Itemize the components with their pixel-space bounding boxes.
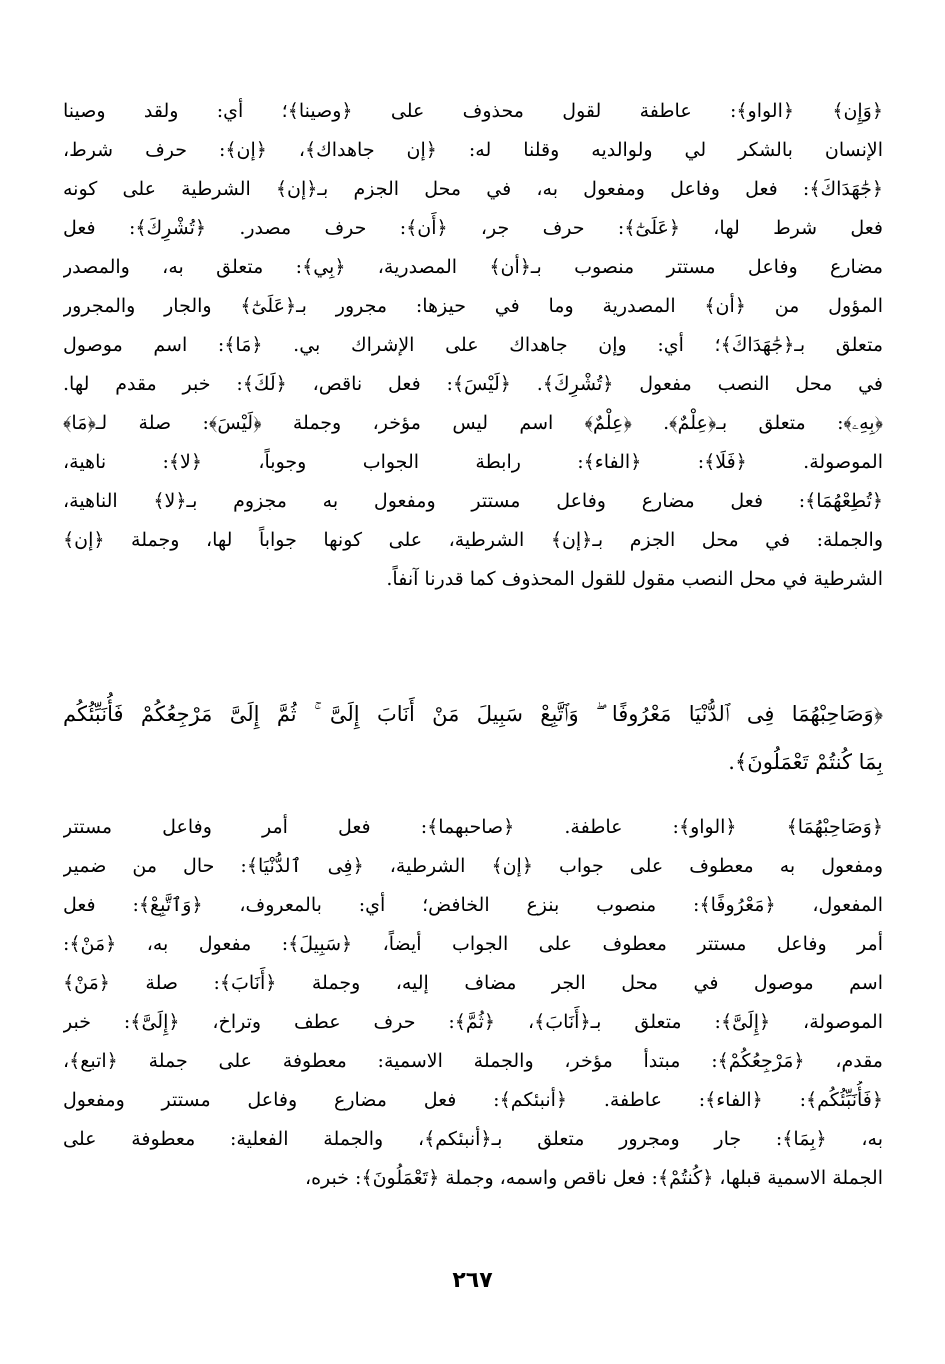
- paragraph-1-line: والجملة: في محل الجزم بـ﴿إن﴾ الشرطية، على كونها جواباً لها، وجملة ﴿إن﴾: [63, 529, 883, 551]
- quran-verse: [63, 690, 883, 786]
- paragraph-2-line: به، ﴿بِمَا﴾: جار ومجرور متعلق بـ﴿أنبئكم﴾، والجملة الفعلية: معطوفة على: [63, 1128, 883, 1150]
- grammar-paragraph-1: [63, 92, 883, 599]
- paragraph-1-line: الشرطية في محل النصب مقول للقول المحذوف كما قدرنا آنفاً.: [386, 568, 883, 590]
- page-number: ٢٦٧: [452, 1268, 493, 1293]
- verse-line: ﴿وَصَاحِبْهُمَا فِى ٱلدُّنْيَا مَعْرُوفًا ۖ وَٱتَّبِعْ سَبِيلَ مَنْ أَنَابَ إِلَىَّ ۚ ثُمَّ إِلَىَّ مَرْجِعُكُمْ فَأُنَبِّئُكُم: [63, 702, 883, 726]
- paragraph-1-line: في محل النصب مفعول ﴿تُشْرِكَ﴾. ﴿لَيْسَ﴾: فعل ناقص، ﴿لَكَ﴾: خبر مقدم لها.: [63, 373, 883, 395]
- paragraph-1-line: ﴿تُطِعْهُمَا﴾: فعل مضارع وفاعل مستتر ومفعول به مجزوم بـ﴿لا﴾ الناهية،: [63, 490, 883, 512]
- paragraph-1-line: الموصولة. ﴿فَلَا﴾: ﴿الفاء﴾: رابطة الجواب وجوباً، ﴿لا﴾: ناهية،: [63, 451, 883, 473]
- paragraph-1-line: الإنسان بالشكر لي ولوالديه وقلنا له: ﴿إن جاهداك﴾، ﴿إن﴾: حرف شرط،: [63, 139, 883, 161]
- paragraph-2-line: ومفعول به معطوف على جواب ﴿إن﴾ الشرطية، ﴿فِى ٱلدُّنْيَا﴾: حال من ضمير: [63, 855, 883, 877]
- paragraph-2-line: الجملة الاسمية قبلها، ﴿كُنتُمْ﴾: فعل ناقص واسمه، وجملة ﴿تَعْمَلُونَ﴾: خبره،: [304, 1167, 883, 1189]
- paragraph-2-line: الموصولة، ﴿إِلَىَّ﴾: متعلق بـ﴿أَنَابَ﴾، ﴿ثُمَّ﴾: حرف عطف وتراخ، ﴿إِلَىَّ﴾: خبر: [63, 1011, 883, 1033]
- paragraph-1-line: ﴿بِهِۦ﴾: متعلق بـ﴿عِلْمٌ﴾. ﴿عِلْمٌ﴾ اسم ليس مؤخر، وجملة ﴿لَيْسَ﴾: صلة لـ﴿مَا﴾: [63, 412, 883, 434]
- grammar-paragraph-2: [63, 808, 883, 1198]
- paragraph-2-line: مقدم، ﴿مَرْجِعُكُمْ﴾: مبتدأ مؤخر، والجملة الاسمية: معطوفة على جملة ﴿اتبع﴾،: [63, 1050, 883, 1072]
- paragraph-1-line: ﴿وَإِن﴾ ﴿الواو﴾: عاطفة لقول محذوف على ﴿وصينا﴾؛ أي: ولقد وصينا: [63, 100, 883, 122]
- paragraph-1-line: المؤول من ﴿أن﴾ المصدرية وما في حيزها: مجرور بـ﴿عَلَىٰٓ﴾ والجار والمجرور: [63, 295, 883, 317]
- paragraph-1-line: فعل شرط لها، ﴿عَلَىٰٓ﴾: حرف جر، ﴿أَن﴾: حرف مصدر. ﴿تُشْرِكَ﴾: فعل: [63, 217, 883, 239]
- paragraph-2-line: المفعول، ﴿مَعْرُوفًا﴾: منصوب بنزع الخافض؛ أي: بالمعروف، ﴿وَٱتَّبِعْ﴾: فعل: [63, 894, 883, 916]
- paragraph-2-line: اسم موصول في محل الجر مضاف إليه، وجملة ﴿أَنَابَ﴾: صلة ﴿مَنْ﴾: [63, 972, 883, 994]
- paragraph-2-line: ﴿وَصَاحِبْهُمَا﴾ ﴿الواو﴾: عاطفة. ﴿صاحبهما﴾: فعل أمر وفاعل مستتر: [63, 816, 883, 838]
- paragraph-1-line: متعلق بـ﴿جَٰهَدَاكَ﴾؛ أي: وإن جاهداك على الإشراك بي. ﴿مَا﴾: اسم موصول: [63, 334, 883, 356]
- paragraph-1-line: مضارع وفاعل مستتر منصوب بـ﴿أن﴾ المصدرية، ﴿بِي﴾: متعلق به، والمصدر: [63, 256, 883, 278]
- verse-line: بِمَا كُنتُمْ تَعْمَلُونَ﴾.: [728, 750, 883, 774]
- paragraph-2-line: أمر وفاعل مستتر معطوف على الجواب أيضاً، ﴿سَبِيلَ﴾: مفعول به، ﴿مَنْ﴾:: [63, 933, 883, 955]
- paragraph-2-line: ﴿فَأُنَبِّئُكُم﴾: ﴿الفاء﴾: عاطفة. ﴿أنبئكم﴾: فعل مضارع وفاعل مستتر ومفعول: [63, 1089, 883, 1111]
- paragraph-1-line: ﴿جَٰهَدَاكَ﴾: فعل وفاعل ومفعول به، في محل الجزم بـ﴿إن﴾ الشرطية على كونه: [63, 178, 883, 200]
